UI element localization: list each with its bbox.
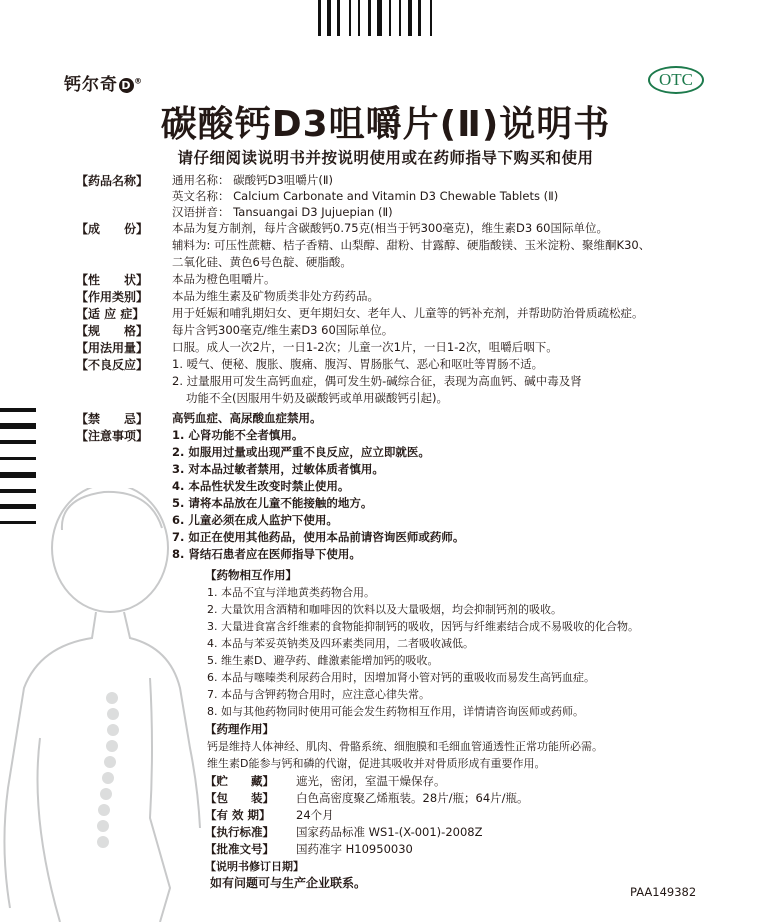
adverse-line-2: 2. 过量服用可发生高钙血症，偶可发生奶-碱综合征，表现为高血钙、碱中毒及肾 (172, 374, 582, 388)
precaution-item: 8. 肾结石患者应在医师指导下使用。 (172, 547, 361, 561)
label-validity: 【有 效 期】 (205, 808, 271, 822)
interaction-item: 2. 大量饮用含酒精和咖啡因的饮料以及大量吸烟，均会抑制钙剂的吸收。 (207, 603, 562, 616)
pharmacology-line-2: 维生素D能参与钙和磷的代谢，促进其吸收并对骨质形成有重要作用。 (207, 757, 546, 770)
label-appearance: 【性 状】 (76, 273, 149, 287)
label-package: 【包 装】 (205, 791, 274, 805)
adverse-line-3: 功能不全(因服用牛奶及碳酸钙或单用碳酸钙引起)。 (186, 391, 448, 405)
brand-logo (64, 70, 143, 95)
storage-text: 遮光，密闭，室温干燥保存。 (296, 774, 446, 788)
label-drug-name: 【药品名称】 (76, 174, 149, 188)
category-text: 本品为维生素及矿物质类非处方药药品。 (172, 289, 379, 303)
label-precautions: 【注意事项】 (76, 429, 149, 443)
pinyin-name: 汉语拼音： Tansuangai D3 Jujuepian (Ⅱ) (172, 205, 393, 219)
label-approval: 【批准文号】 (205, 842, 274, 856)
precaution-item: 2. 如服用过量或出现严重不良反应，应立即就医。 (172, 445, 430, 459)
interaction-item: 8. 如与其他药物同时使用可能会发生药物相互作用，详情请咨询医师或药师。 (207, 705, 584, 718)
barcode-bar (377, 0, 382, 36)
spec-text: 每片含钙300毫克/维生素D3 60国际单位。 (172, 323, 394, 337)
label-standard: 【执行标准】 (205, 825, 274, 839)
generic-name: 通用名称： 碳酸钙D3咀嚼片(Ⅱ) (172, 173, 333, 187)
barcode-bar (337, 0, 340, 36)
label-indications: 【适 应 症】 (76, 307, 145, 321)
interaction-item: 5. 维生素D、避孕药、雌激素能增加钙的吸收。 (207, 654, 439, 667)
otc-badge: OTC (648, 66, 704, 94)
precaution-item: 3. 对本品过敏者禁用，过敏体质者慎用。 (172, 462, 384, 476)
document-subtitle: 请仔细阅读说明书并按说明使用或在药师指导下购买和使用 (177, 149, 594, 167)
document-code: PAA149382 (630, 885, 697, 899)
barcode-bar (408, 0, 412, 36)
barcode-bar (430, 0, 432, 36)
interaction-item: 4. 本品与苯妥英钠类及四环素类同用，二者吸收减低。 (207, 637, 474, 650)
document-title: 碳酸钙D3咀嚼片(Ⅱ)说明书 (160, 104, 611, 145)
precaution-item: 7. 如正在使用其他药品，使用本品前请咨询医师或药师。 (172, 530, 465, 544)
label-contraindications: 【禁 忌】 (76, 412, 149, 426)
label-spec: 【规 格】 (76, 324, 149, 338)
brand-d-mark: D (119, 78, 134, 93)
appearance-text: 本品为橙色咀嚼片。 (172, 272, 276, 286)
label-pharmacology: 【药理作用】 (205, 722, 274, 736)
ingredients-line-2: 辅料为: 可压性蔗糖、桔子香精、山梨醇、甜粉、甘露醇、硬脂酸镁、玉米淀粉、聚维酮K30、 (172, 238, 651, 252)
indications-text: 用于妊娠和哺乳期妇女、更年期妇女、老年人、儿童等的钙补充剂，并帮助防治骨质疏松症。 (172, 306, 644, 320)
brand-name: 钙尔奇 (64, 75, 118, 95)
dosage-text: 口服。成人一次2片，一日1-2次；儿童一次1片，一日1-2次，咀嚼后咽下。 (172, 340, 558, 354)
label-storage: 【贮 藏】 (205, 774, 274, 788)
standard-text: 国家药品标准 WS1-(X-001)-2008Z (296, 825, 483, 839)
interaction-item: 7. 本品与含钾药物合用时，应注意心律失常。 (207, 688, 430, 701)
registered-mark: ® (134, 76, 143, 86)
package-text: 白色高密度聚乙烯瓶装。28片/瓶；64片/瓶。 (296, 791, 529, 805)
contact-note: 如有问题可与生产企业联系。 (210, 876, 367, 890)
barcode-bar (0, 408, 36, 412)
barcode-bar (318, 0, 321, 36)
top-barcode (318, 0, 464, 36)
barcode-bar (368, 0, 371, 36)
barcode-bar (0, 423, 36, 429)
label-adverse: 【不良反应】 (76, 358, 149, 372)
barcode-bar (358, 0, 360, 36)
interaction-item: 3. 大量进食富含纤维素的食物能抑制钙的吸收，因钙与纤维素结合成不易吸收的化合物。 (207, 620, 639, 633)
label-ingredients: 【成 份】 (76, 222, 149, 236)
contraindications-text: 高钙血症、高尿酸血症禁用。 (172, 411, 322, 425)
approval-text: 国药准字 H10950030 (296, 842, 413, 856)
ingredients-line-3: 二氧化硅、黄色6号色靛、硬脂酸。 (172, 255, 352, 269)
pharmacology-line-1: 钙是维持人体神经、肌肉、骨骼系统、细胞膜和毛细血管通透性正常功能所必需。 (207, 740, 603, 753)
label-category: 【作用类别】 (76, 290, 149, 304)
precaution-item: 5. 请将本品放在儿童不能接触的地方。 (172, 496, 373, 510)
validity-text: 24个月 (296, 808, 334, 822)
barcode-bar (327, 0, 331, 36)
precaution-item: 1. 心肾功能不全者慎用。 (172, 428, 304, 442)
barcode-bar (349, 0, 351, 36)
english-name: 英文名称： Calcium Carbonate and Vitamin D3 Chewable Tablets (Ⅱ) (172, 189, 559, 203)
barcode-bar (399, 0, 401, 36)
label-dosage: 【用法用量】 (76, 341, 149, 355)
adverse-line-1: 1. 嗳气、便秘、腹胀、腹痛、腹泻、胃肠胀气、恶心和呕吐等胃肠不适。 (172, 357, 544, 371)
barcode-bar (0, 457, 36, 460)
barcode-bar (389, 0, 391, 36)
precaution-item: 6. 儿童必须在成人监护下使用。 (172, 513, 338, 527)
barcode-bar (0, 440, 36, 444)
barcode-bar (418, 0, 421, 36)
label-revision-date: 【说明书修订日期】 (205, 860, 304, 873)
precaution-item: 4. 本品性状发生改变时禁止使用。 (172, 479, 350, 493)
barcode-bar (0, 472, 36, 478)
interaction-item: 1. 本品不宜与洋地黄类药物合用。 (207, 586, 375, 599)
interaction-item: 6. 本品与噻嗪类利尿药合用时，因增加肾小管对钙的重吸收而易发生高钙血症。 (207, 671, 595, 684)
ingredients-line-1: 本品为复方制剂，每片含碳酸钙0.75克(相当于钙300毫克)，维生素D3 60国际单位。 (172, 221, 608, 235)
label-interactions: 【药物相互作用】 (205, 568, 297, 582)
